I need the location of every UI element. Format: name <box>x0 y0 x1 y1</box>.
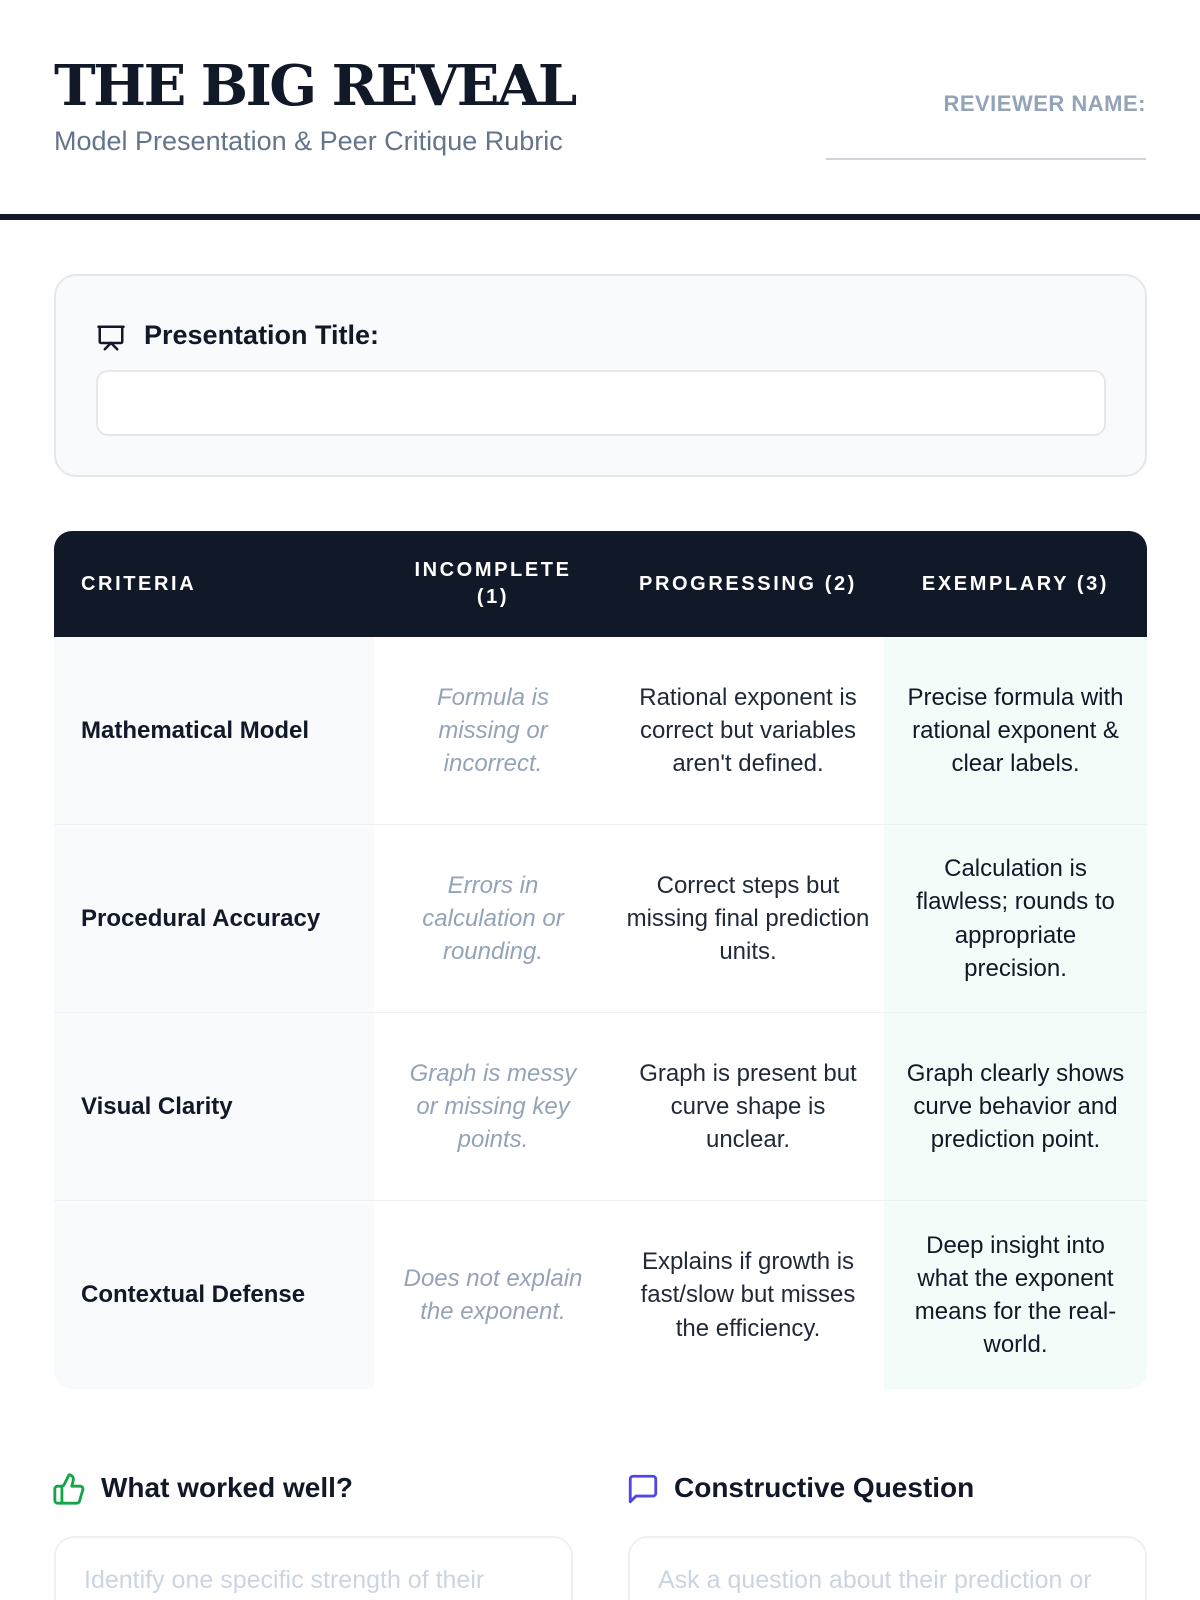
header-incomplete-line1: INCOMPLETE <box>414 559 572 581</box>
incomplete-cell[interactable]: Does not explain the exponent. <box>374 1201 612 1389</box>
header-incomplete-line2: (1) <box>476 586 510 608</box>
presentation-title-label: Presentation Title: <box>144 320 380 350</box>
table-row <box>54 637 1147 825</box>
progressing-cell[interactable]: Correct steps but missing final prediction units. <box>612 825 884 1013</box>
progressing-cell[interactable]: Graph is present but curve shape is unclear. <box>612 1013 884 1201</box>
thumbs-up-icon <box>52 1472 86 1506</box>
progressing-cell[interactable]: Rational exponent is correct but variables aren't defined. <box>612 637 884 825</box>
page-header <box>0 0 1200 220</box>
worked-well-title: What worked well? <box>101 1472 354 1503</box>
criteria-cell: Mathematical Model <box>54 637 374 825</box>
table-row <box>54 1201 1147 1389</box>
rubric-table <box>54 531 1147 1389</box>
exemplary-cell[interactable]: Precise formula with rational exponent & clear labels. <box>884 637 1147 825</box>
exemplary-cell[interactable]: Graph clearly shows curve behavior and prediction point. <box>884 1013 1147 1201</box>
rubric-header-row <box>54 531 1147 637</box>
rubric-body <box>54 637 1147 1389</box>
presentation-title-card <box>54 274 1147 477</box>
constructive-question-title: Constructive Question <box>674 1472 975 1503</box>
header-criteria: CRITERIA <box>54 531 374 637</box>
page-subtitle: Model Presentation & Peer Critique Rubric <box>54 126 563 156</box>
criteria-cell: Procedural Accuracy <box>54 825 374 1013</box>
rubric-header <box>54 531 1147 637</box>
page-title: THE BIG REVEAL <box>54 53 575 119</box>
table-row <box>54 1013 1147 1201</box>
constructive-question-input[interactable] <box>628 1536 1147 1600</box>
header-exemplary: EXEMPLARY (3) <box>884 531 1147 637</box>
worked-well-input[interactable] <box>54 1536 573 1600</box>
exemplary-cell[interactable]: Deep insight into what the exponent means for the real-world. <box>884 1201 1147 1389</box>
presentation-icon <box>96 323 126 353</box>
incomplete-cell[interactable]: Formula is missing or incorrect. <box>374 637 612 825</box>
incomplete-cell[interactable]: Graph is messy or missing key points. <box>374 1013 612 1201</box>
criteria-cell: Contextual Defense <box>54 1201 374 1389</box>
header-incomplete <box>374 531 612 637</box>
criteria-cell: Visual Clarity <box>54 1013 374 1201</box>
reviewer-name-field[interactable] <box>826 158 1146 160</box>
exemplary-cell[interactable]: Calculation is flawless; rounds to appropriate precision. <box>884 825 1147 1013</box>
incomplete-cell[interactable]: Errors in calculation or rounding. <box>374 825 612 1013</box>
presentation-title-input[interactable] <box>96 370 1106 436</box>
header-progressing: PROGRESSING (2) <box>612 531 884 637</box>
chat-bubble-icon <box>626 1472 660 1506</box>
progressing-cell[interactable]: Explains if growth is fast/slow but misses the efficiency. <box>612 1201 884 1389</box>
reviewer-name-label: REVIEWER NAME: <box>943 91 1146 116</box>
table-row <box>54 825 1147 1013</box>
